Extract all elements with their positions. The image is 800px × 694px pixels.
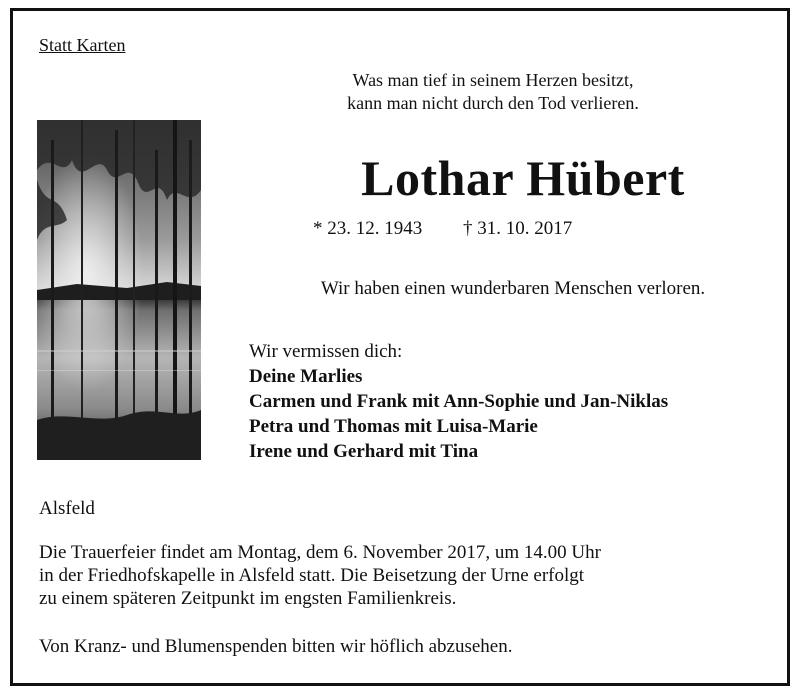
mourners-list: [249, 339, 668, 464]
motto-line-1: Was man tief in seinem Herzen besitzt,: [352, 70, 634, 90]
motto-quote: [263, 69, 723, 115]
statt-karten-label: Statt Karten: [39, 35, 126, 55]
memorial-photo: [37, 120, 201, 460]
mourners-intro: Wir vermissen dich:: [249, 341, 403, 362]
mourner-name: Carmen und Frank mit Ann-Sophie und Jan-Niklas: [249, 391, 669, 412]
lake-sunset-image: [37, 120, 201, 460]
service-line-2: in der Friedhofskapelle in Alsfeld statt. Die Beisetzung der Urne erfolgt: [39, 565, 585, 586]
funeral-service-info: [39, 541, 759, 610]
motto-line-2: kann man nicht durch den Tod verlieren.: [347, 93, 639, 113]
obituary-frame: [10, 8, 790, 686]
flowers-note: Von Kranz- und Blumenspenden bitten wir höflich abzusehen.: [39, 636, 513, 657]
service-line-1: Die Trauerfeier findet am Montag, dem 6. November 2017, um 14.00 Uhr: [39, 542, 601, 563]
mourner-name: Deine Marlies: [249, 366, 363, 387]
place-name: Alsfeld: [39, 498, 95, 519]
birth-date: * 23. 12. 1943: [313, 218, 423, 239]
deceased-name: Lothar Hübert: [361, 150, 685, 206]
service-line-3: zu einem späteren Zeitpunkt im engsten Familienkreis.: [39, 588, 457, 609]
life-dates: [313, 218, 572, 240]
death-date: † 31. 10. 2017: [463, 218, 573, 239]
mourner-name: Irene und Gerhard mit Tina: [249, 441, 479, 462]
lost-statement: Wir haben einen wunderbaren Menschen verloren.: [320, 278, 706, 299]
mourner-name: Petra und Thomas mit Luisa-Marie: [249, 416, 538, 437]
